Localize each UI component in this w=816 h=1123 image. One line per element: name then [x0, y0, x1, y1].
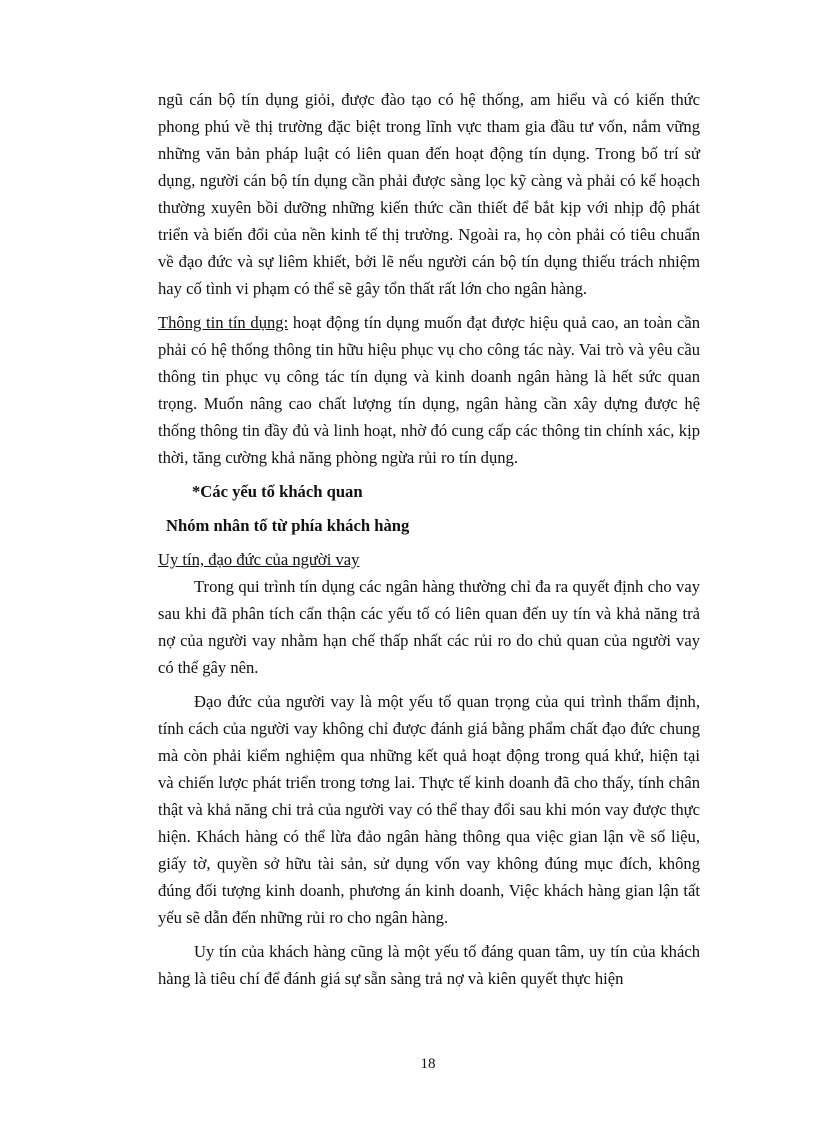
credit-information-text: hoạt động tín dụng muốn đạt được hiệu quả cao, an toàn cần phải có hệ thống thông tin hữu hiệu phục vụ cho công tác này. Vai trò và yêu cầu thông tin phục vụ công tác tín dụng và kinh doanh ngân hàng là hết sức quan trọng. Muốn nâng cao chất lượng tín dụng, ngân hàng cần xây dựng được hệ thống thông tin đầy đủ và linh hoạt, nhờ đó cung cấp các thông tin chính xác, kịp thời, tăng cường khả năng phòng ngừa rủi ro tín dụng. — [158, 313, 700, 467]
paragraph-credit-process: Trong qui trình tín dụng các ngân hàng thường chỉ đa ra quyết định cho vay sau khi đã phân tích cẩn thận các yếu tố có liên quan đến uy tín và khả năng trả nợ của người vay nhằm hạn chế thấp nhất các rủi ro do chủ quan của người vay có thể gây nên. — [158, 577, 700, 677]
page-number: 18 — [420, 1056, 436, 1072]
paragraph-credit-information — [158, 309, 700, 471]
document-page — [158, 86, 700, 999]
paragraph-staff-training: ngũ cán bộ tín dụng giỏi, được đào tạo có hệ thống, am hiểu và có kiến thức phong phú về thị trường đặc biệt trong lĩnh vực tham gia đầu tư vốn, nắm vững những văn bản pháp luật có liên quan đến hoạt động tín dụng. Trong bố trí sử dụng, người cán bộ tín dụng cần phải được sàng lọc kỹ càng và phải có kế hoạch thường xuyên bồi dưỡng những kiến thức cần thiết để bắt kịp với nhịp độ phát triển và biến đổi của nền kinh tế thị trường. Ngoài ra, họ còn phải có tiêu chuẩn về đạo đức và sự liêm khiết, bởi lẽ nếu người cán bộ tín dụng thiếu trách nhiệm hay cố tình vi phạm có thể sẽ gây tổn thất rất lớn cho ngân hàng. — [158, 90, 700, 298]
paragraph-borrower-ethics: Đạo đức của người vay là một yếu tố quan trọng của qui trình thẩm định, tính cách của người vay không chỉ được đánh giá bằng phẩm chất đạo đức chung mà còn phải kiểm nghiệm qua những kết quả hoạt động trong quá khứ, hiện tại và chiến lược phát triển trong tơng lai. Thực tế kinh doanh đã cho thấy, tính chân thật và khả năng chi trả của người vay có thể thay đổi sau khi món vay được thực hiện. Khách hàng có thể lừa đảo ngân hàng thông qua việc gian lận về số liệu, giấy tờ, quyền sở hữu tài sản, sử dụng vốn vay không đúng mục đích, không đúng đối tượng kinh doanh, phương án kinh doanh, Việc khách hàng gian lận tất yếu sẽ dẫn đến những rủi ro cho ngân hàng. — [158, 692, 700, 927]
credit-information-label: Thông tin tín dụng: — [158, 313, 289, 332]
subheading-borrower-ethics: Uy tín, đạo đức của người vay — [158, 550, 360, 569]
paragraph-customer-reputation: Uy tín của khách hàng cũng là một yếu tố đáng quan tâm, uy tín của khách hàng là tiêu chí để đánh giá sự sẵn sàng trả nợ và kiên quyết thực hiện — [158, 942, 700, 988]
heading-objective-factors: *Các yếu tố khách quan — [192, 482, 363, 501]
heading-customer-factors: Nhóm nhân tố từ phía khách hàng — [166, 516, 410, 535]
